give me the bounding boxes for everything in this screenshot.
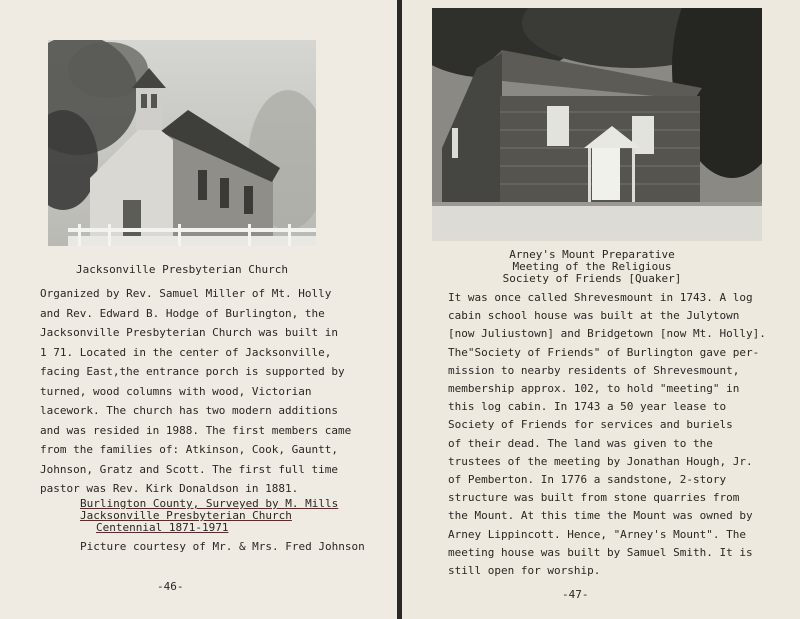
text-line: turned, wood columns with wood, Victorian xyxy=(40,384,312,398)
text-line: mission to nearby residents of Shrevesmount, xyxy=(448,363,740,377)
text-line: meeting house was built by Samuel Smith. It is xyxy=(448,545,753,559)
page-number: -46- xyxy=(157,580,184,593)
text-line: this log cabin. In 1743 a 50 year lease to xyxy=(448,400,727,414)
caption-line: Meeting of the Religious xyxy=(512,260,672,273)
text-line: lacework. The church has two modern additions xyxy=(40,404,339,417)
text-line: Johnson, Gratz and Scott. The first full time xyxy=(40,462,339,476)
text-line: Arney Lippincott. Hence, "Arney's Mount". The xyxy=(448,527,747,541)
source-citation xyxy=(80,498,338,534)
caption-line: Society of Friends [Quaker] xyxy=(502,272,682,285)
text-line: and was resided in 1988. The first members came xyxy=(40,423,352,437)
text-line: membership approx. 102, to hold "meeting" in xyxy=(448,382,740,396)
source-line: Centennial 1871-1971 xyxy=(96,521,229,534)
church-caption: Jacksonville Presbyterian Church xyxy=(76,263,288,276)
source-line: Jacksonville Presbyterian Church xyxy=(80,509,292,522)
text-line: The"Society of Friends" of Burlington gave per- xyxy=(448,345,760,359)
meeting-house-illustration xyxy=(432,8,762,241)
meeting-house-description xyxy=(448,289,796,580)
church-photo xyxy=(48,40,316,246)
text-line: pastor was Rev. Kirk Donaldson in 1881. xyxy=(40,482,299,495)
text-line: the Mount. At this time the Mount was owned by xyxy=(448,509,753,523)
text-line: Organized by Rev. Samuel Miller of Mt. Holly xyxy=(40,287,332,300)
text-line: Society of Friends for services and buriels xyxy=(448,418,733,432)
text-line: trustees of the meeting by Jonathan Hough, Jr. xyxy=(448,454,753,468)
text-line: Jacksonville Presbyterian Church was built in xyxy=(40,326,339,339)
text-line: and Rev. Edward B. Hodge of Burlington, the xyxy=(40,306,325,320)
text-line: of Pemberton. In 1776 a sandstone, 2-story xyxy=(448,473,727,487)
caption-line: Arney's Mount Preparative xyxy=(509,248,675,261)
text-line: 1 71. Located in the center of Jacksonville, xyxy=(40,345,332,359)
text-line: from the families of: Atkinson, Cook, Gauntt, xyxy=(40,443,339,456)
church-illustration xyxy=(48,40,316,246)
text-line: structure was built from stone quarries from xyxy=(448,491,740,505)
meeting-house-caption xyxy=(462,249,722,285)
right-page xyxy=(402,0,800,619)
text-line: cabin school house was built at the Julytown xyxy=(448,309,740,323)
photo-credit: Picture courtesy of Mr. & Mrs. Fred Johnson xyxy=(80,540,365,553)
church-description xyxy=(40,284,385,499)
text-line: still open for worship. xyxy=(448,564,601,578)
source-line: Burlington County, Surveyed by M. Mills xyxy=(80,497,339,510)
left-page xyxy=(0,0,398,619)
text-line: [now Juliustown] and Bridgetown [now Mt. Holly]. xyxy=(448,327,766,341)
text-line: facing East,the entrance porch is supported by xyxy=(40,365,345,378)
text-line: It was once called Shrevesmount in 1743. A log xyxy=(448,291,753,304)
page-number: -47- xyxy=(562,588,589,601)
text-line: of their dead. The land was given to the xyxy=(448,436,713,450)
meeting-house-photo xyxy=(432,8,762,241)
